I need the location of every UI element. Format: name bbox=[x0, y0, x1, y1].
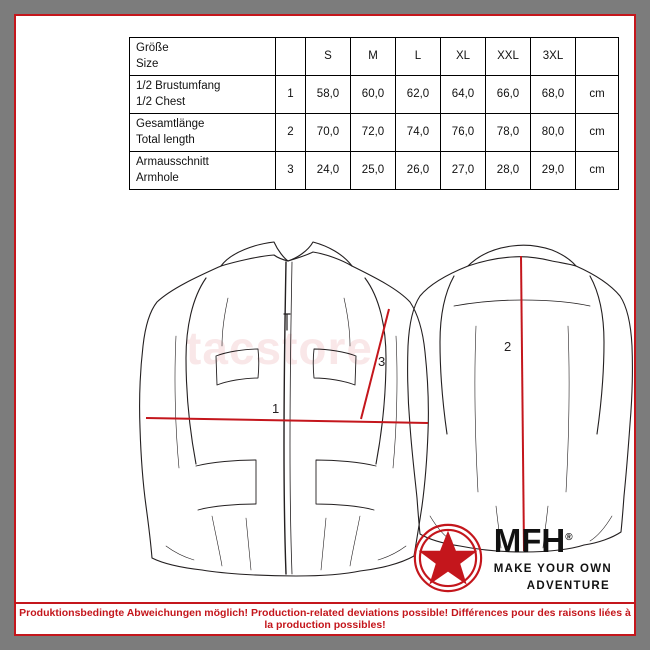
row-chest-unit: cm bbox=[576, 76, 619, 114]
header-size-xxl: XXL bbox=[486, 38, 531, 76]
row-armhole-xl: 27,0 bbox=[441, 152, 486, 190]
star-icon bbox=[412, 522, 484, 594]
header-size-en: Size bbox=[136, 57, 159, 70]
row-length-en: Total length bbox=[136, 133, 195, 146]
row-chest-en: 1/2 Chest bbox=[136, 95, 186, 108]
row-length-l: 74,0 bbox=[396, 114, 441, 152]
brand-logo bbox=[412, 522, 612, 594]
back-view-drawing bbox=[408, 245, 633, 552]
table-row bbox=[130, 152, 619, 190]
header-unit bbox=[576, 38, 619, 76]
row-armhole-en: Armhole bbox=[136, 171, 179, 184]
table-row bbox=[130, 114, 619, 152]
row-armhole-m: 25,0 bbox=[351, 152, 396, 190]
row-chest-label bbox=[130, 76, 276, 114]
logo-registered: ® bbox=[565, 532, 573, 543]
row-armhole-3xl: 29,0 bbox=[531, 152, 576, 190]
label-chest: 1 bbox=[272, 401, 280, 416]
row-length-unit: cm bbox=[576, 114, 619, 152]
row-armhole-label bbox=[130, 152, 276, 190]
logo-text-block bbox=[494, 524, 612, 592]
row-length-label bbox=[130, 114, 276, 152]
logo-brand bbox=[494, 524, 573, 557]
header-size-xl: XL bbox=[441, 38, 486, 76]
row-length-num: 2 bbox=[276, 114, 306, 152]
header-num bbox=[276, 38, 306, 76]
header-size-s: S bbox=[306, 38, 351, 76]
size-table bbox=[129, 37, 619, 190]
chest-measure-line bbox=[146, 418, 428, 423]
label-armhole: 3 bbox=[378, 354, 386, 369]
row-length-s: 70,0 bbox=[306, 114, 351, 152]
row-chest-xl: 64,0 bbox=[441, 76, 486, 114]
row-armhole-l: 26,0 bbox=[396, 152, 441, 190]
row-armhole-de: Armausschnitt bbox=[136, 156, 209, 169]
front-view-drawing bbox=[140, 242, 429, 576]
row-length-xl: 76,0 bbox=[441, 114, 486, 152]
table-row bbox=[130, 76, 619, 114]
row-chest-de: 1/2 Brustumfang bbox=[136, 80, 221, 93]
measurement-lines bbox=[146, 256, 524, 551]
logo-tagline-line1: MAKE YOUR OWN bbox=[493, 563, 612, 575]
table-header-row bbox=[130, 38, 619, 76]
row-chest-3xl: 68,0 bbox=[531, 76, 576, 114]
row-chest-s: 58,0 bbox=[306, 76, 351, 114]
row-length-xxl: 78,0 bbox=[486, 114, 531, 152]
row-chest-l: 62,0 bbox=[396, 76, 441, 114]
row-armhole-xxl: 28,0 bbox=[486, 152, 531, 190]
footer-disclaimer: Produktionsbedingte Abweichungen möglich! Production-related deviations possible! Différences pour des raisons liées à la production possibles! bbox=[19, 607, 631, 631]
row-armhole-num: 3 bbox=[276, 152, 306, 190]
header-size-de: Größe bbox=[136, 42, 169, 54]
row-length-3xl: 80,0 bbox=[531, 114, 576, 152]
size-chart-sheet bbox=[14, 14, 636, 636]
header-size-l: L bbox=[396, 38, 441, 76]
footer-bar bbox=[16, 602, 634, 634]
header-size-3xl: 3XL bbox=[531, 38, 576, 76]
row-length-m: 72,0 bbox=[351, 114, 396, 152]
row-chest-num: 1 bbox=[276, 76, 306, 114]
row-chest-xxl: 66,0 bbox=[486, 76, 531, 114]
logo-brand-text: MFH bbox=[493, 522, 566, 559]
row-armhole-s: 24,0 bbox=[306, 152, 351, 190]
row-length-de: Gesamtlänge bbox=[136, 118, 205, 131]
logo-tagline-line2: ADVENTURE bbox=[526, 579, 610, 592]
row-armhole-unit: cm bbox=[576, 152, 619, 190]
header-size-m: M bbox=[351, 38, 396, 76]
row-chest-m: 60,0 bbox=[351, 76, 396, 114]
label-length: 2 bbox=[504, 339, 512, 354]
watermark: tacstore bbox=[186, 322, 373, 374]
header-size-label bbox=[130, 38, 276, 76]
